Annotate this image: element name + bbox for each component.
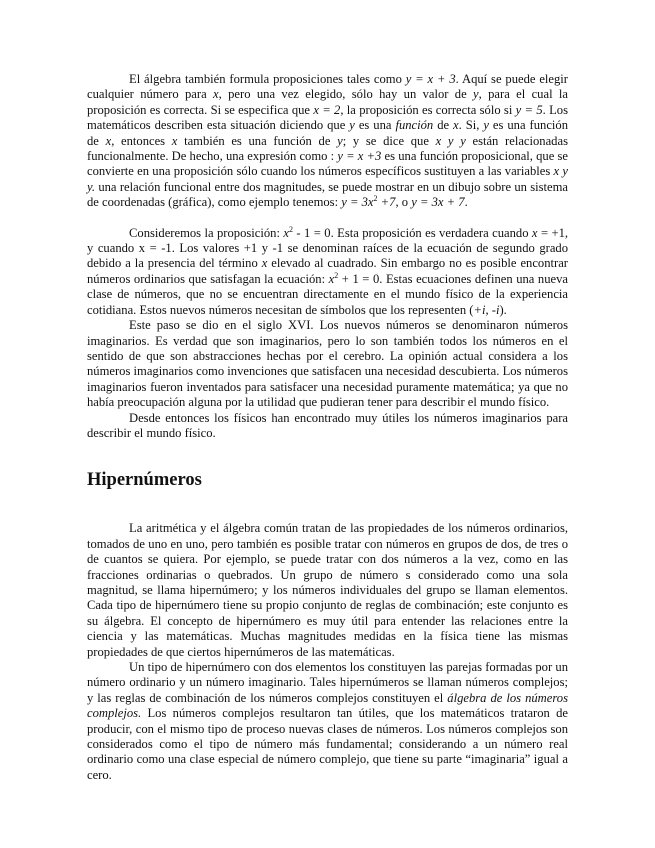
paragraph-functions: El álgebra también formula proposiciones tales como y = x + 3. Aquí se puede elegir cualquier número para x, pero una vez elegido, sólo hay un valor de y, para el cual la proposición es correcta. Si se especifica que x = 2, la proposición es correcta sólo si y = 5. Los matemáticos describen esta situación diciendo que y es una función de x. Si, y es una función de x, entonces x también es una función de y; y se dice que x y y están relacionadas funcionalmente. De hecho, una expresión como : y = x +3 es una función proposicional, que se convierte en una proposición sólo cuando los números específicos sustituyen a las variables x y y. una relación funcional entre dos magnitudes, se puede mostrar en un dibujo sobre un sistema de coordenadas (gráfica), como ejemplo tenemos: $y = 3x^2 +7$, o y = 3x + 7.: [87, 72, 569, 210]
paragraph-imaginary-numbers: Este paso se dio en el siglo XVI. Los nuevos números se denominaron números imaginarios. Es verdad que son imaginarios, pero lo son también todos los números en el sentido de que son abstracciones hechas por el cerebro. La opinión actual considera a los números imaginarios como invenciones que satisfacen una necesidad descubierta. Los números imaginarios fueron inventados para satisfacer una necesidad puramente matemática; ya que no había preocupación alguna por la utilidad que pudieran tener para describir el mundo físico.: [87, 318, 568, 410]
paragraph-hypernumbers: La aritmética y el álgebra común tratan de las propiedades de los números ordinarios, tomados de uno en uno, pero también es posible tratar con números en grupos de dos, de tres o de cuantos se quiera. Por ejemplo, se puede tratar con dos números a la vez, como en las fracciones ordinarias o quebrados. Un grupo de número s considerado como una sola magnitud, se llama hipernúmero; y los números individuales del grupo se llaman elementos. Cada tipo de hipernúmero tiene su propio conjunto de reglas de combinación; este conjunto es su álgebra. El concepto de hipernúmero es muy útil para entender las relaciones entre la ciencia y las matemáticas. Muchas magnitudes medidas en la física tiene las mismas propiedades de que ciertos hipernúmeros de las matemáticas.: [87, 521, 568, 659]
paragraph-proposition: Consideremos la proposición: $x^2 - 1 = 0$. Esta proposición es verdadera cuando x = +1, y cuando x = -1. Los valores +1 y -1 se denominan raíces de la ecuación de segundo grado debido a la presencia del término x elevado al cuadrado. Sin embargo no es posible encontrar números ordinarios que satisfagan la ecuación: $x^2 + 1 = 0$. Estas ecuaciones definen una nueva clase de números, que no se encuentran directamente en el mundo físico de la experiencia cotidiana. Estos nuevos números necesitan de símbolos que los representen (+i, -i).: [87, 224, 569, 317]
paragraph-complex-numbers: Un tipo de hipernúmero con dos elementos los constituyen las parejas formadas por un número ordinario y un número imaginario. Tales hipernúmeros se llaman números complejos; y las reglas de combinación de los números complejos constituyen el álgebra de los números complejos. Los números complejos resultaron tan útiles, que los matemáticos trataron de producir, con el mismo tipo de proceso nuevas clases de números. Los números complejos son considerados como el tipo de número más fundamental; considerando a un número real ordinario como una clase especial de número complejo, que tiene su parte “imaginaria” igual a cero.: [87, 660, 569, 782]
paragraph-physicists: Desde entonces los físicos han encontrado muy útiles los números imaginarios para describir el mundo físico.: [87, 410, 568, 440]
section-heading-hipernumeros: Hipernúmeros: [87, 470, 202, 491]
